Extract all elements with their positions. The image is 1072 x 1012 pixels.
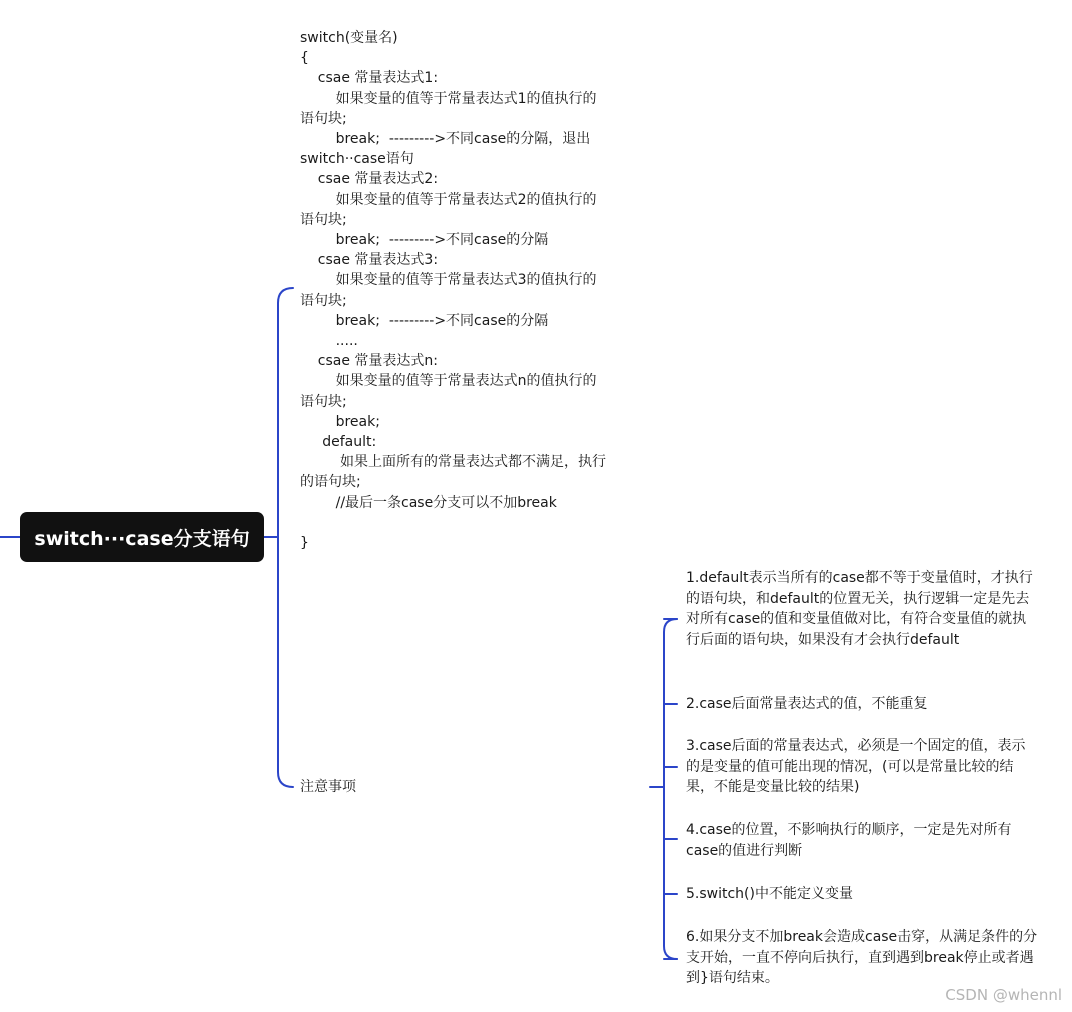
- code-line: 如果变量的值等于常量表达式3的值执行的: [300, 272, 597, 289]
- code-line: default:: [300, 434, 377, 451]
- code-line: break; --------->不同case的分隔: [300, 312, 549, 329]
- note-item-1[interactable]: 1.default表示当所有的case都不等于变量值时，才执行的语句块，和default的位置无关，执行逻辑一定是先去对所有case的值和变量值做对比，有符合变量值的就执行后面的语句块，如果没有才会执行default: [686, 570, 1033, 648]
- code-line: csae 常量表达式n:: [300, 353, 439, 370]
- code-line: 如果变量的值等于常量表达式1的值执行的: [300, 90, 597, 107]
- code-line: switch··case语句: [300, 151, 414, 168]
- code-line: switch(变量名): [300, 30, 398, 46]
- note-item-5[interactable]: 5.switch()中不能定义变量: [686, 886, 853, 902]
- note-item-2[interactable]: 2.case后面常量表达式的值，不能重复: [686, 696, 928, 712]
- code-line: //最后一条case分支可以不加break: [300, 494, 557, 511]
- switch-syntax-block[interactable]: [300, 28, 652, 553]
- code-line: 语句块;: [300, 393, 347, 410]
- code-line: 的语句块;: [300, 474, 361, 491]
- note-item-3[interactable]: 3.case后面的常量表达式，必须是一个固定的值，表示的是变量的值可能出现的情况，(可以是常量比较的结果，不能是变量比较的结果): [686, 738, 1026, 795]
- code-line: 如果变量的值等于常量表达式2的值执行的: [300, 191, 597, 208]
- code-line: break; --------->不同case的分隔，退出: [300, 131, 591, 148]
- code-line: csae 常量表达式3:: [300, 252, 439, 269]
- code-line: 语句块;: [300, 211, 347, 228]
- code-line: [300, 513, 652, 533]
- code-line: {: [300, 50, 309, 67]
- note-item-4[interactable]: 4.case的位置，不影响执行的顺序，一定是先对所有case的值进行判断: [686, 822, 1012, 859]
- code-line: 如果变量的值等于常量表达式n的值执行的: [300, 373, 597, 390]
- notes-bracket: [664, 619, 677, 959]
- root-node[interactable]: [20, 512, 264, 562]
- root-label: switch···case分支语句: [34, 527, 250, 550]
- note-item-6[interactable]: 6.如果分支不加break会造成case击穿，从满足条件的分支开始，一直不停向后执行，直到遇到break停止或者遇到}语句结束。: [686, 929, 1038, 986]
- code-line: break;: [300, 413, 380, 430]
- code-line: .....: [300, 333, 358, 350]
- code-line: 语句块;: [300, 110, 347, 127]
- code-line: csae 常量表达式2:: [300, 171, 439, 188]
- main-bracket: [278, 288, 293, 787]
- code-line: }: [300, 535, 309, 552]
- code-line: 语句块;: [300, 292, 347, 309]
- watermark: CSDN @whennl: [945, 986, 1062, 1004]
- notes-branch-label[interactable]: 注意事项: [300, 779, 356, 795]
- code-line: 如果上面所有的常量表达式都不满足，执行: [300, 454, 607, 471]
- code-line: csae 常量表达式1:: [300, 70, 439, 87]
- code-line: break; --------->不同case的分隔: [300, 232, 549, 249]
